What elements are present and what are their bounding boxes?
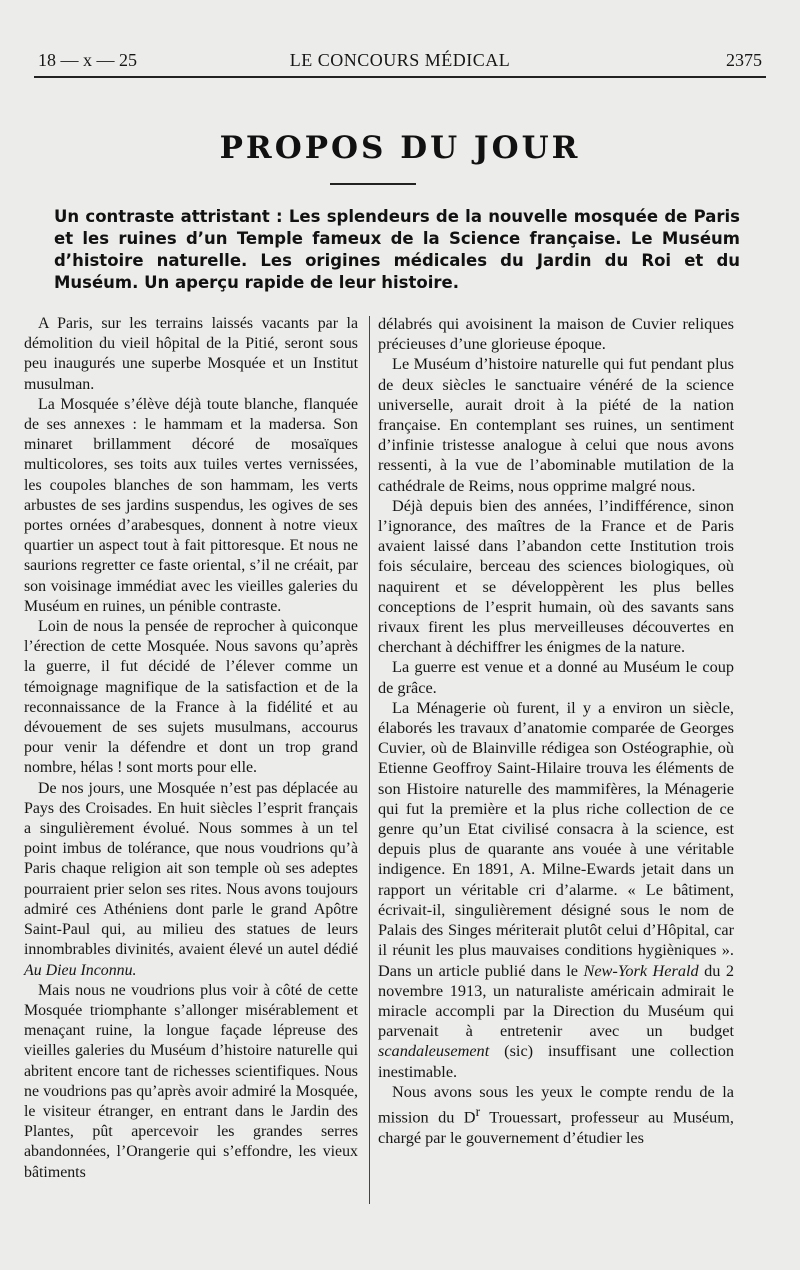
page-number: 2375 [726, 50, 762, 70]
paragraph: La guerre est venue et a donné au Muséum le coup de grâce. [378, 657, 734, 697]
paragraph: Le Muséum d’histoire naturelle qui fut pendant plus de deux siècles le sanctuaire vénéré de la science universelle, aurait droit à la piété de la nation française. En contemplant ses ruines, un sentiment d’infinie tristesse analogue à celui que nous avons ressenti, à la vue de l’abominable mutilation de la cathédrale de Reims, nous opprime malgré nous. [378, 354, 734, 495]
italic-phrase: scandaleusement [378, 1041, 490, 1061]
paragraph: Déjà depuis bien des années, l’indifférence, sinon l’ignorance, des maîtres de la France et de Paris avaient laissé dans l’abandon cette Institution trois fois séculaire, berceau des sciences biologiques, où naquirent et se développèrent les plus belles conceptions de l’esprit humain, où des savants sans rivaux firent les plus merveilleuses découvertes en cherchant à déchiffrer les énigmes de la nature. [378, 495, 734, 657]
paragraph-text: (sic) insuffisant une collection inestimable. [378, 1041, 734, 1081]
journal-title: LE CONCOURS MÉDICAL [289, 50, 511, 70]
italic-phrase: Au Dieu Inconnu. [24, 961, 137, 979]
article-subtitle: Un contraste attristant : Les splendeurs de la nouvelle mosquée de Paris et les ruines d’un Temple fameux de la Science française. Le Muséum d’histoire naturelle. Les origines médicales du Jardin du Roi et du Muséum. Un aperçu rapide de leur histoire. [54, 207, 740, 292]
paragraph [24, 779, 358, 981]
running-header [34, 48, 766, 78]
superscript: r [475, 1103, 481, 1119]
title-divider [330, 183, 416, 185]
paragraph [378, 1082, 734, 1148]
italic-phrase: New-York Herald [583, 960, 699, 980]
paragraph: Mais nous ne voudrions plus voir à côté de cette Mosquée triomphante s’allonger misérablement et menaçant ruine, la longue façade lépreuse des vieilles galeries du Muséum d’histoire naturelle qui abritent encore tant de richesses scientifiques. Nous ne voudrions pas qu’après avoir admiré la Mosquée, le visiteur étranger, en entrant dans le Jardin des Plantes, pût apercevoir les grandes serres abandonnées, l’Orangerie qui s’effondre, les vieux bâtiments [24, 981, 358, 1181]
paragraph: La Mosquée s’élève déjà toute blanche, flanquée de ses annexes : le hammam et la madersa. Son minaret brillamment décoré de mosaïques multicolores, ses toits aux tuiles vertes vernissées, les coupoles blanches de son hammam, les verts arbustes de ses jardins suspendus, les ogives de ses portes ornées d’arabesques, donnent à notre vieux quartier un aspect tout à fait pittoresque. Et nous ne saurions regretter ce faste oriental, s’il ne créait, par son voisinage immédiat avec les vieilles galeries du Muséum en ruines, un pénible contraste. [24, 395, 358, 615]
paragraph-text: De nos jours, une Mosquée n’est pas déplacée au Pays des Croisades. En huit siècles l’esprit français a singulièrement évolué. Nous sommes à un tel point imbus de tolérance, que nous voudrions qu’à Paris chaque religion ait son temple où ses adeptes pourraient prier selon ses rites. Nous avons toujours admiré ces Athéniens dont parle le grand Apôtre Saint-Paul qui, au milieu des statues de leurs innombrables divinités, avaient élevé un autel dédié [24, 779, 358, 959]
paragraph-text: Trouessart, professeur au Muséum, chargé par le gouvernement d’étudier les [378, 1107, 734, 1147]
paragraph-text: La Ménagerie où furent, il y a environ un siècle, élaborés les travaux d’anatomie comparée de Georges Cuvier, où de Blainville rédigea son Ostéographie, où Etienne Geoffroy Saint-Hilaire trouva les éléments de son Histoire naturelle des mammifères, la Ménagerie qui fut la première et la plus riche collection de ce genre qu’un Etat civilisé consacra à la science, est depuis plus de quarante ans vouée à une véritable indigence. En 1891, A. Milne-Ewards jetait dans un rapport un véritable cri d’alarme. « Le bâtiment, écrivait-il, singulièrement désigné sous le nom de Palais des Singes mériterait plutôt celui d’Hôpital, car il réunit les plus mauvaises conditions hygièniques ». Dans un article publié dans le [378, 697, 734, 980]
column-divider [369, 316, 370, 1204]
paragraph-text: Nous avons sous les yeux le compte rendu de la mission du D [378, 1081, 734, 1127]
left-column [24, 314, 358, 1183]
paragraph: délabrés qui avoisinent la maison de Cuvier reliques précieuses d’une glorieuse époque. [378, 314, 734, 354]
right-column [378, 314, 734, 1148]
paragraph: Loin de nous la pensée de reprocher à quiconque l’érection de cette Mosquée. Nous savons qu’après la guerre, il fut décidé de l’élever comme un témoignage magnifique de la satisfaction et de la reconnaissance de la France à la fidélité et au dévouement de ses sujets musulmans, accourus pour venir la défendre et dont un trop grand nombre, hélas ! sont morts pour elle. [24, 618, 358, 777]
paragraph: A Paris, sur les terrains laissés vacants par la démolition du vieil hôpital de la Pitié, seront sous peu inaugurés une superbe Mosquée et un Institut musulman. [24, 315, 358, 393]
paragraph-text: du 2 novembre 1913, un naturaliste américain admirait le miracle accompli par la Direction du Muséum qui parvenait à entretenir avec un budget [378, 960, 735, 1041]
issue-date: 18 — x — 25 [38, 50, 137, 70]
paragraph [378, 698, 734, 1082]
section-title: PROPOS DU JOUR [219, 130, 581, 166]
